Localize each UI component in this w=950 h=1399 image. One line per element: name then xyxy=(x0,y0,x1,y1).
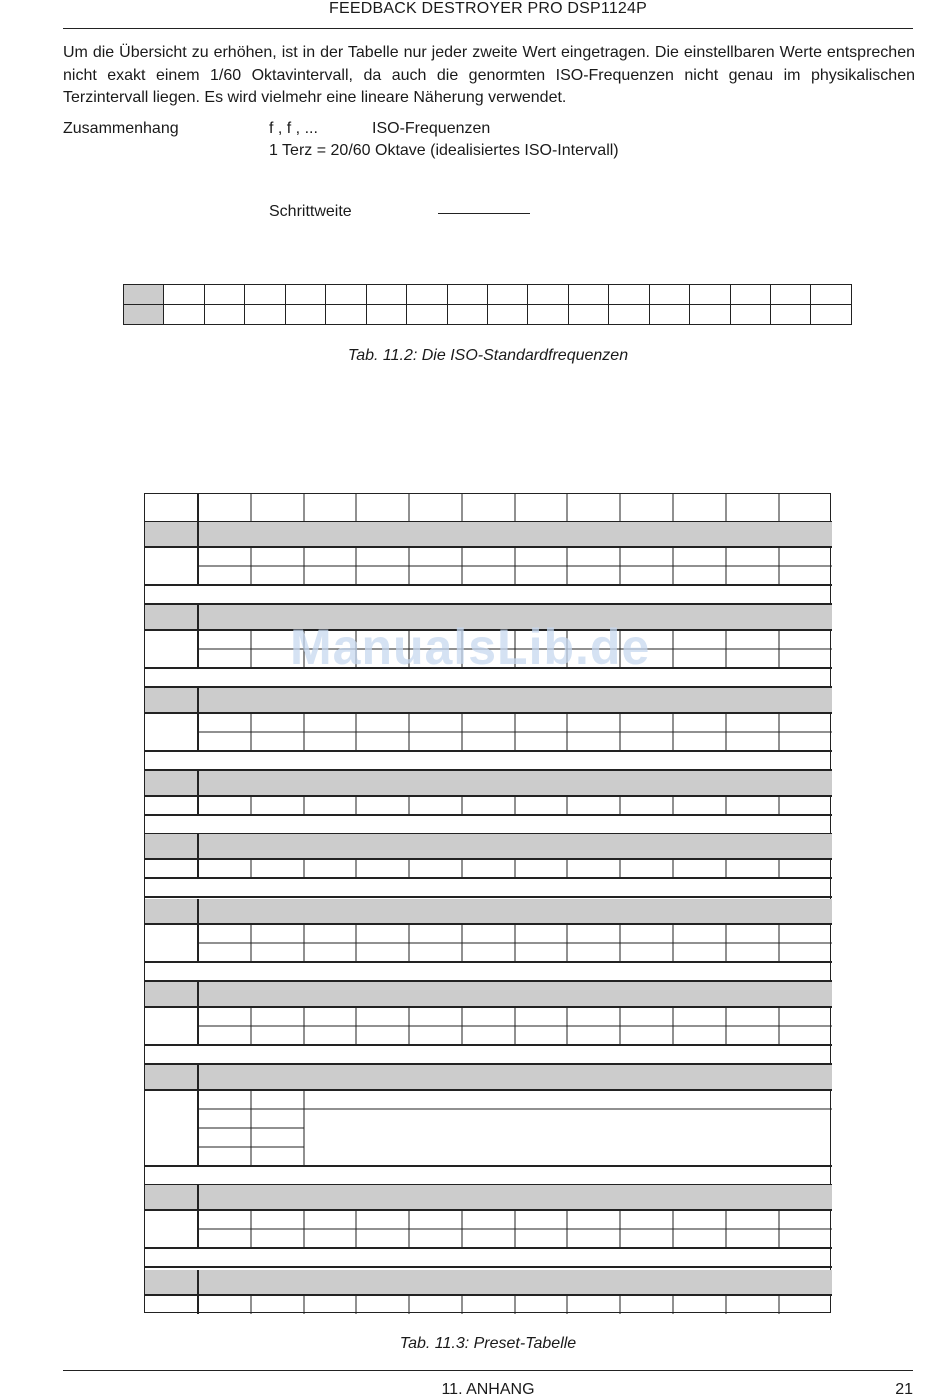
footer-divider xyxy=(63,1370,913,1371)
relation-symbols: f , f , ... xyxy=(269,120,318,137)
fraction-bar xyxy=(438,213,530,214)
relation-label: Zusammenhang xyxy=(63,120,179,137)
section-header-bar xyxy=(145,1270,832,1295)
table-row xyxy=(124,305,852,325)
iso-frequency-table xyxy=(123,284,852,325)
header-divider xyxy=(63,28,913,29)
table-header-cell xyxy=(124,285,164,305)
page-header-title: FEEDBACK DESTROYER PRO DSP1124P xyxy=(329,0,647,17)
table-row xyxy=(124,285,852,305)
step-width-label: Schrittweite xyxy=(269,203,352,220)
section-header-bar xyxy=(145,771,832,796)
preset-table-caption: Tab. 11.3: Preset-Tabelle xyxy=(399,1335,577,1352)
section-header-bar xyxy=(145,982,832,1007)
terz-definition: 1 Terz = 20/60 Oktave (idealisiertes ISO-Intervall) xyxy=(269,142,619,159)
preset-table-grid xyxy=(145,494,832,1314)
iso-table-caption: Tab. 11.2: Die ISO-Standardfrequenzen xyxy=(347,347,629,364)
section-header-bar xyxy=(145,1065,832,1090)
footer-section-title: 11. ANHANG xyxy=(441,1381,535,1398)
page-number: 21 xyxy=(895,1381,913,1398)
relation-symbols-meaning: ISO-Frequenzen xyxy=(372,120,491,137)
section-header-bar xyxy=(145,899,832,924)
section-header-bar xyxy=(145,1185,832,1210)
table-header-cell xyxy=(124,305,164,325)
preset-table xyxy=(144,493,831,1313)
section-header-bar xyxy=(145,522,832,547)
section-header-bar xyxy=(145,688,832,713)
section-header-bar xyxy=(145,834,832,859)
watermark-logo: ManualsLib.de xyxy=(290,619,651,675)
intro-paragraph: Um die Übersicht zu erhöhen, ist in der Tabelle nur jeder zweite Wert eingetragen. Die einstellbaren Werte entsprechen nicht exakt einem 1/60 Oktavintervall, da auch die genormten ISO-Frequenzen nicht genau im physikalischen Terzintervall liegen. Es wird vielmehr eine lineare Näherung verwendet. xyxy=(63,44,915,106)
